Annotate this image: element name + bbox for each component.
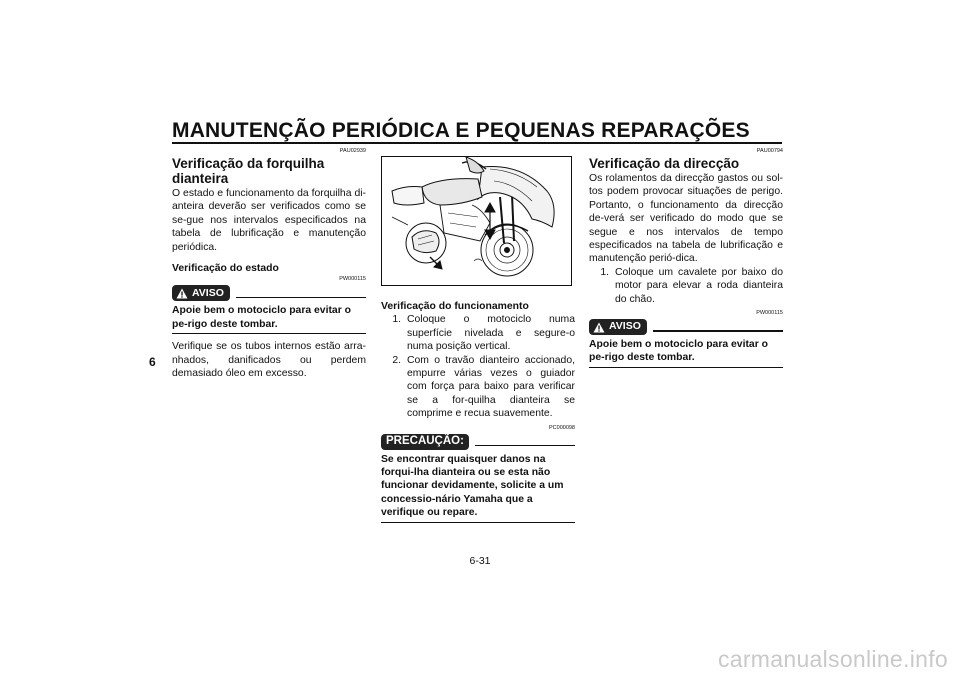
step-text: Coloque o motociclo numa superfície nivelada e segure-o numa posição vertical. [407,314,575,353]
step-text: Coloque um cavalete por baixo do motor para elevar a roda dianteira do chão. [615,266,783,305]
list-item [381,354,575,421]
column-operation-check [381,300,575,523]
chapter-tab: 6 [149,355,156,369]
list-item [589,266,783,306]
warning-text: Apoie bem o motociclo para evitar o pe-rigo deste tombar. [589,338,783,368]
caution-rule [475,445,575,447]
warning-code: PW000115 [339,276,366,283]
subhead-operation-check: Verificação do funcionamento [381,301,529,312]
warning-code: PW000115 [756,310,783,317]
motorcycle-illustration-icon [382,157,572,286]
step-number: 1. [600,266,609,278]
caution-badge: PRECAUÇÃO: [381,434,469,450]
caution-header [381,434,575,450]
list-item [381,313,575,353]
warning-badge [589,319,647,335]
header-rule [172,142,782,144]
warning-rule [236,297,366,299]
condition-check-body: Verifique se os tubos internos estão arra-nhados, danificados ou perdem demasiado óleo em excesso. [172,341,366,380]
step-number: 2. [392,354,401,366]
step-number: 1. [392,314,401,326]
column-steering-check [589,148,783,368]
page-number: 6-31 [469,555,491,567]
section-code: PAU00794 [756,148,783,154]
caution-text: Se encontrar quaisquer danos na forqui-lha dianteira ou se esta não funcionar devidamente, solicite a um concessio-nário Yamaha que a verifique ou repare. [381,453,575,523]
section-code: PAU02939 [339,148,366,154]
step-text: Com o travão dianteiro accionado, empurre várias vezes o guiador com força para baixo para verificar se a for-quilha dianteira se comprime e recua suavemente. [407,354,575,420]
subhead-condition-check: Verificação do estado [172,263,279,275]
warning-text: Apoie bem o motociclo para evitar o pe-rigo deste tombar. [172,304,366,334]
front-fork-intro: O estado e funcionamento da forquilha di-anteira deverão ser verificados como se se-gue nos intervalos especificados na tabela de lubrificação e manutenção periódica. [172,188,366,253]
motorcycle-fork-illustration [381,156,572,286]
page-title: MANUTENÇÃO PERIÓDICA E PEQUENAS REPARAÇÕES [172,119,750,142]
caution-code: PC000098 [549,424,575,431]
warning-badge [172,285,230,301]
warning-triangle-icon [593,322,605,333]
steering-intro: Os rolamentos da direcção gastos ou sol-tos podem provocar situações de perigo. Portanto, o funcionamento da direcção de-verá ser verificado do modo que se segue e nos intervalos de tempo especificados na tabela de lubrificação e manutenção perió-dica. [589,173,783,265]
warning-rule [653,330,783,332]
warning-header [589,319,783,335]
warning-triangle-icon [176,288,188,299]
warning-label: AVISO [192,286,224,299]
warning-label: AVISO [609,320,641,333]
operation-steps [381,313,575,420]
steering-steps [589,266,783,306]
column-front-fork [172,148,366,380]
section-title-steering: Verificação da direcção [589,156,740,171]
watermark: carmanualsonline.info [717,646,948,672]
section-title-front-fork: Verificação da forquilha dianteira [172,156,325,186]
warning-header [172,285,366,301]
